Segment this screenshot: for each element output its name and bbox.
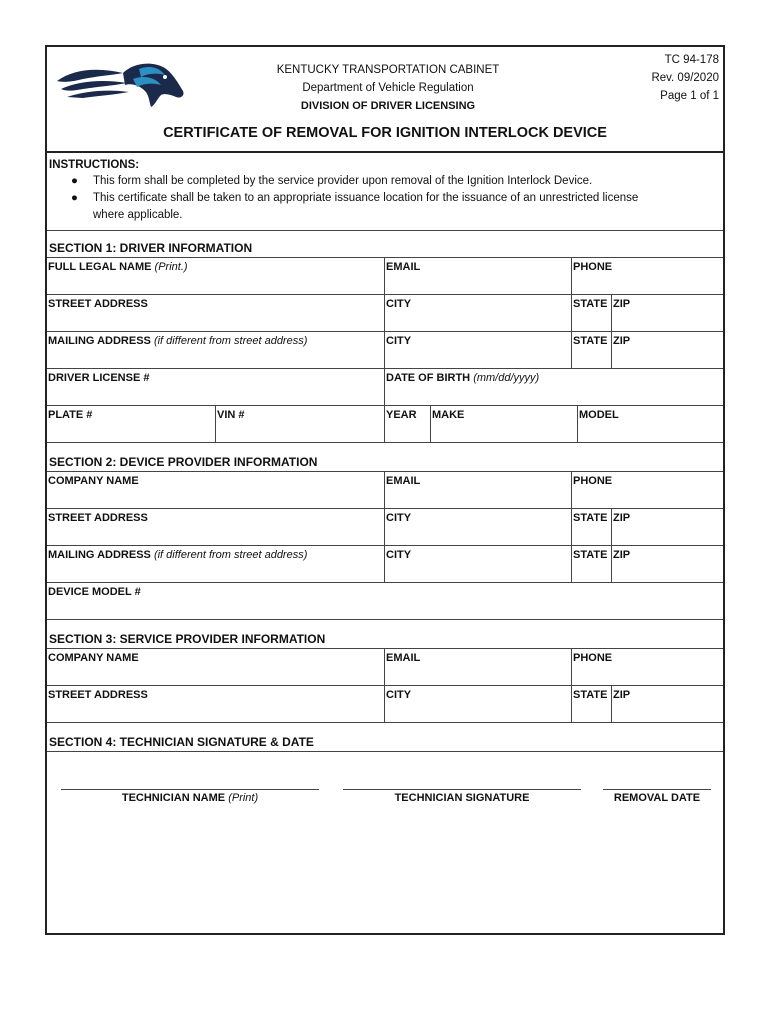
grid-line	[571, 471, 572, 508]
grid-line	[571, 685, 572, 722]
grid-line	[47, 722, 723, 723]
full-legal-name-field[interactable]: FULL LEGAL NAME (Print.)	[48, 261, 188, 273]
technician-signature-line[interactable]	[343, 789, 581, 790]
street-address-field[interactable]: STREET ADDRESS	[48, 298, 148, 310]
city-field[interactable]: CITY	[386, 298, 412, 310]
device-model-field[interactable]: DEVICE MODEL #	[48, 586, 141, 598]
zip-field[interactable]: ZIP	[613, 298, 631, 310]
service-street-address-field[interactable]: STREET ADDRESS	[48, 689, 148, 701]
bullet-icon: ●	[71, 192, 78, 204]
grid-line	[47, 545, 723, 546]
device-mailing-city-field[interactable]: CITY	[386, 549, 412, 561]
vin-field[interactable]: VIN #	[217, 409, 245, 421]
mailing-zip-field[interactable]: ZIP	[613, 335, 631, 347]
year-field[interactable]: YEAR	[386, 409, 417, 421]
grid-line	[47, 471, 723, 472]
grid-line	[571, 257, 572, 294]
section1-title: SECTION 1: DRIVER INFORMATION	[49, 241, 253, 255]
grid-line	[47, 368, 723, 369]
device-phone-field[interactable]: PHONE	[573, 475, 613, 487]
grid-line	[571, 648, 572, 685]
form-number: TC 94-178	[664, 54, 719, 66]
grid-line	[47, 751, 723, 752]
grid-line	[47, 405, 723, 406]
service-zip-field[interactable]: ZIP	[613, 689, 631, 701]
instruction-item	[71, 190, 721, 224]
grid-line	[47, 685, 723, 686]
section3-title: SECTION 3: SERVICE PROVIDER INFORMATION	[49, 632, 326, 646]
device-mailing-state-field[interactable]: STATE	[573, 549, 608, 561]
grid-line	[611, 685, 612, 722]
device-zip-field[interactable]: ZIP	[613, 512, 631, 524]
service-email-field[interactable]: EMAIL	[386, 652, 421, 664]
agency-block	[257, 61, 519, 115]
grid-line	[571, 294, 572, 331]
grid-line	[384, 545, 385, 582]
state-field[interactable]: STATE	[573, 298, 608, 310]
form-frame	[45, 45, 725, 935]
grid-line	[47, 619, 723, 620]
grid-line	[571, 331, 572, 368]
grid-line	[384, 648, 385, 685]
device-company-name-field[interactable]: COMPANY NAME	[48, 475, 139, 487]
model-field[interactable]: MODEL	[579, 409, 619, 421]
device-city-field[interactable]: CITY	[386, 512, 412, 524]
grid-line	[384, 508, 385, 545]
instructions-block	[47, 155, 723, 226]
technician-signature-label: TECHNICIAN SIGNATURE	[394, 792, 530, 804]
grid-line	[384, 685, 385, 722]
mailing-state-field[interactable]: STATE	[573, 335, 608, 347]
instruction-text: This form shall be completed by the service provider upon removal of the Ignition Interlock Device.	[93, 175, 593, 187]
instructions-heading: INSTRUCTIONS:	[49, 159, 140, 171]
form-identifier	[651, 51, 719, 105]
grid-line	[611, 331, 612, 368]
make-field[interactable]: MAKE	[432, 409, 465, 421]
removal-date-line[interactable]	[603, 789, 711, 790]
bullet-icon: ●	[71, 175, 78, 187]
driver-license-field[interactable]: DRIVER LICENSE #	[48, 372, 150, 384]
date-of-birth-field[interactable]: DATE OF BIRTH (mm/dd/yyyy)	[386, 372, 540, 384]
grid-line	[47, 648, 723, 649]
mailing-address-field[interactable]: MAILING ADDRESS (if different from street address)	[48, 335, 308, 347]
grid-line	[384, 331, 385, 368]
form-revision: Rev. 09/2020	[651, 72, 719, 84]
grid-line	[47, 257, 723, 258]
grid-line	[384, 294, 385, 331]
technician-name-label: TECHNICIAN NAME (Print)	[121, 792, 259, 804]
grid-line	[571, 545, 572, 582]
phone-field[interactable]: PHONE	[573, 261, 613, 273]
form-header	[47, 47, 723, 151]
instruction-item	[71, 173, 721, 190]
grid-line	[430, 405, 431, 442]
grid-line	[611, 294, 612, 331]
device-state-field[interactable]: STATE	[573, 512, 608, 524]
section4-title: SECTION 4: TECHNICIAN SIGNATURE & DATE	[49, 735, 314, 749]
section2-title: SECTION 2: DEVICE PROVIDER INFORMATION	[49, 455, 318, 469]
grid-line	[384, 405, 385, 442]
department-name: Department of Vehicle Regulation	[302, 82, 474, 94]
grid-line	[47, 582, 723, 583]
plate-field[interactable]: PLATE #	[48, 409, 93, 421]
grid-line	[384, 471, 385, 508]
service-state-field[interactable]: STATE	[573, 689, 608, 701]
technician-name-line[interactable]	[61, 789, 319, 790]
grid-line	[384, 257, 385, 294]
removal-date-label: REMOVAL DATE	[613, 792, 701, 804]
document-title: CERTIFICATE OF REMOVAL FOR IGNITION INTERLOCK DEVICE	[163, 125, 607, 141]
grid-line	[47, 508, 723, 509]
email-field[interactable]: EMAIL	[386, 261, 421, 273]
grid-line	[571, 508, 572, 545]
instruction-text: This certificate shall be taken to an appropriate issuance location for the issuance of an unrestricted license	[93, 192, 639, 204]
section1-top-line	[47, 230, 723, 231]
mailing-city-field[interactable]: CITY	[386, 335, 412, 347]
device-mailing-zip-field[interactable]: ZIP	[613, 549, 631, 561]
grid-line	[47, 331, 723, 332]
service-phone-field[interactable]: PHONE	[573, 652, 613, 664]
grid-line	[215, 405, 216, 442]
grid-line	[577, 405, 578, 442]
grid-line	[384, 368, 385, 405]
agency-name: KENTUCKY TRANSPORTATION CABINET	[276, 64, 500, 76]
grid-line	[611, 545, 612, 582]
grid-line	[611, 508, 612, 545]
page-number: Page 1 of 1	[660, 90, 719, 102]
service-city-field[interactable]: CITY	[386, 689, 412, 701]
instructions-list	[49, 173, 721, 224]
grid-line	[47, 442, 723, 443]
device-mailing-address-field[interactable]: MAILING ADDRESS (if different from street address)	[48, 549, 308, 561]
grid-line	[47, 294, 723, 295]
header-divider	[47, 151, 723, 153]
instruction-text-continued: where applicable.	[93, 209, 183, 221]
device-email-field[interactable]: EMAIL	[386, 475, 421, 487]
division-name: DIVISION OF DRIVER LICENSING	[300, 100, 476, 112]
device-street-address-field[interactable]: STREET ADDRESS	[48, 512, 148, 524]
service-company-name-field[interactable]: COMPANY NAME	[48, 652, 139, 664]
horse-head-logo-icon	[53, 59, 187, 109]
